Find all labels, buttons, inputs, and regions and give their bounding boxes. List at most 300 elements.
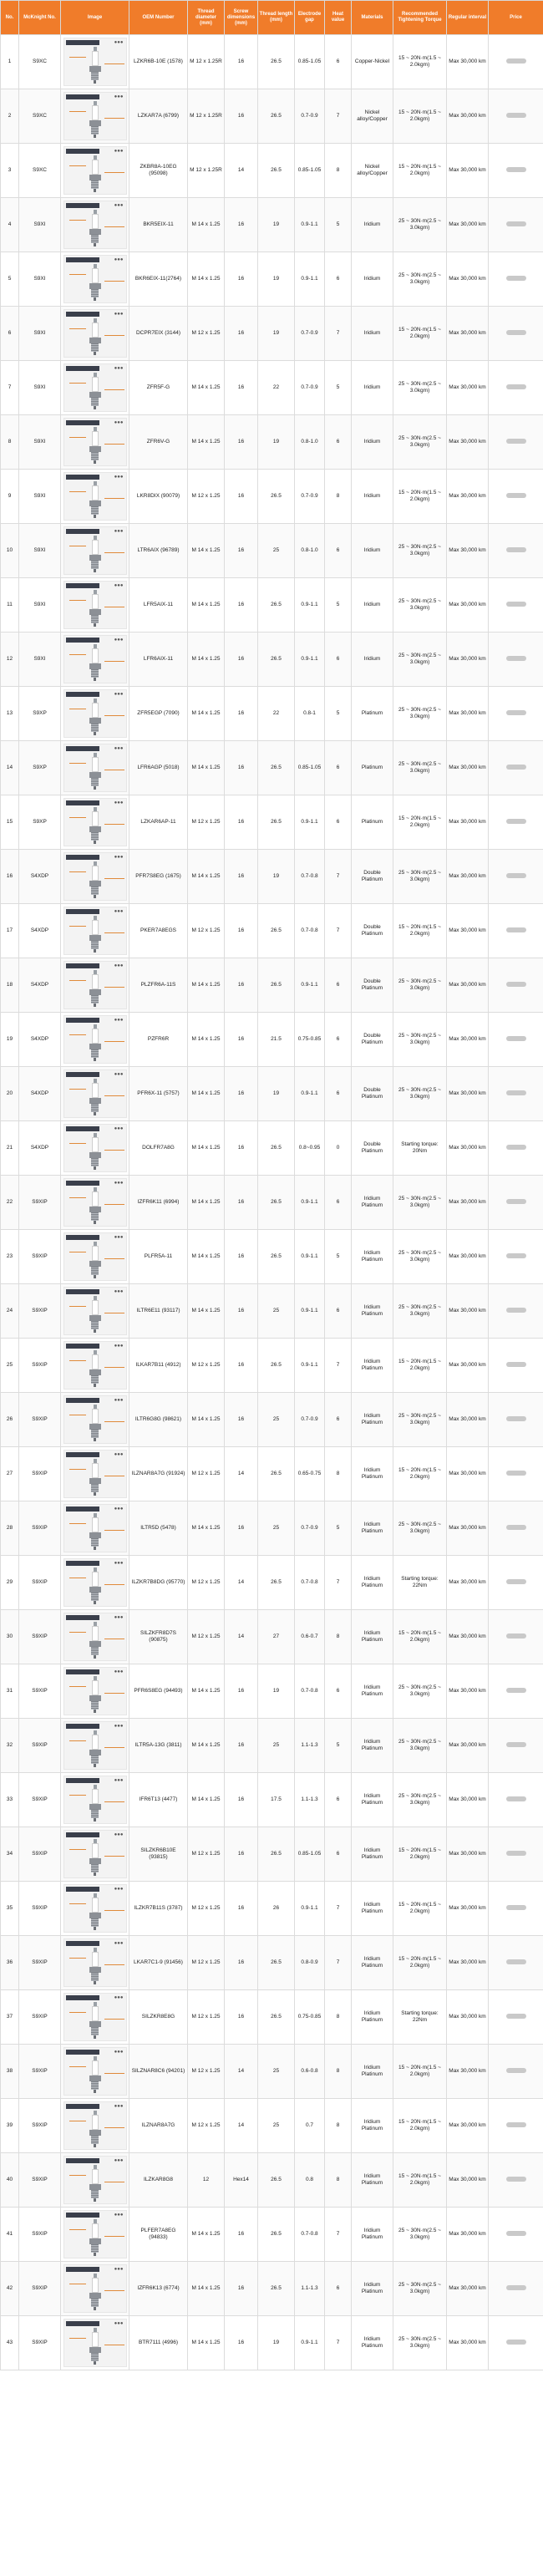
rating-dots-icon: ●●● [114, 94, 124, 99]
cell-image [61, 1773, 129, 1827]
cell-no: 14 [1, 741, 19, 795]
cell-interval: Max 30,000 km [447, 1447, 489, 1501]
cell-oem: DCPR7EIX (3144) [129, 307, 188, 361]
header-thread-length: Thread length (mm) [258, 1, 295, 35]
cell-price [489, 1013, 543, 1067]
cell-heat-value: 6 [325, 1013, 352, 1067]
dimension-line [69, 1089, 86, 1090]
cell-thread-diameter: M 12 x 1.25 [188, 1556, 225, 1610]
spark-plug-icon [89, 590, 101, 627]
cell-interval: Max 30,000 km [447, 904, 489, 958]
cell-torque: 25 ~ 30N·m(2.5 ~ 3.0kgm) [393, 524, 447, 578]
dimension-line [104, 987, 124, 988]
image-header-bar [66, 529, 99, 534]
cell-screw-dimensions: 16 [225, 1067, 258, 1121]
cell-oem: LFR5AIX-11 [129, 578, 188, 633]
cell-interval: Max 30,000 km [447, 1773, 489, 1827]
cell-price [489, 361, 543, 415]
cell-oem: LZKAR6AP-11 [129, 795, 188, 850]
cell-model: S9XIP [19, 2045, 61, 2099]
dimension-line [104, 389, 124, 390]
product-image [63, 201, 127, 249]
cell-torque: Starting torque: 20Nm [393, 1121, 447, 1176]
spark-plug-icon [89, 1296, 101, 1333]
cell-torque: 25 ~ 30N·m(2.5 ~ 3.0kgm) [393, 1719, 447, 1773]
cell-screw-dimensions: 16 [225, 795, 258, 850]
cell-oem: IZFR6K11 (6994) [129, 1176, 188, 1230]
table-row [1, 687, 543, 741]
spark-plug-icon [89, 1024, 101, 1061]
cell-torque: 25 ~ 30N·m(2.5 ~ 3.0kgm) [393, 1393, 447, 1447]
cell-model: S9XIP [19, 1936, 61, 1990]
cell-image [61, 850, 129, 904]
cell-screw-dimensions: 16 [225, 1121, 258, 1176]
table-row [1, 307, 543, 361]
cell-torque: 25 ~ 30N·m(2.5 ~ 3.0kgm) [393, 850, 447, 904]
cell-thread-length: 26.5 [258, 741, 295, 795]
cell-heat-value: 8 [325, 1990, 352, 2045]
cell-thread-diameter: M 14 x 1.25 [188, 850, 225, 904]
cell-image [61, 1176, 129, 1230]
cell-materials: Iridium Platinum [352, 1501, 393, 1556]
cell-torque: 25 ~ 30N·m(2.5 ~ 3.0kgm) [393, 2208, 447, 2262]
cell-screw-dimensions: 16 [225, 1773, 258, 1827]
image-header-bar [66, 638, 99, 643]
cell-model: S4XDP [19, 1013, 61, 1067]
cell-oem: LKR8DIX (90079) [129, 470, 188, 524]
cell-interval: Max 30,000 km [447, 1827, 489, 1882]
image-header-bar [66, 475, 99, 480]
cell-heat-value: 7 [325, 2316, 352, 2370]
dimension-line [69, 1469, 86, 1470]
cell-materials: Double Platinum [352, 904, 393, 958]
cell-model: S9XIP [19, 1393, 61, 1447]
cell-electrode-gap: 0.7 [295, 2099, 325, 2153]
cell-interval: Max 30,000 km [447, 144, 489, 198]
dimension-line [104, 1204, 124, 1205]
cell-interval: Max 30,000 km [447, 1556, 489, 1610]
cell-materials: Iridium [352, 198, 393, 252]
cell-torque: 25 ~ 30N·m(2.5 ~ 3.0kgm) [393, 2262, 447, 2316]
cell-materials: Iridium Platinum [352, 1936, 393, 1990]
cell-price [489, 252, 543, 307]
cell-no: 1 [1, 35, 19, 89]
cell-torque: 25 ~ 30N·m(2.5 ~ 3.0kgm) [393, 1013, 447, 1067]
cell-price [489, 524, 543, 578]
cell-interval: Max 30,000 km [447, 850, 489, 904]
dimension-line [104, 1856, 124, 1857]
spark-plug-icon [89, 1567, 101, 1604]
dimension-line [69, 1197, 86, 1198]
spark-plug-icon [89, 2111, 101, 2147]
product-image [63, 1232, 127, 1281]
image-header-bar [66, 420, 99, 425]
dimension-line [104, 1801, 124, 1802]
spark-plug-icon [89, 1187, 101, 1224]
image-header-bar [66, 2267, 99, 2272]
cell-oem: ZFR5F-G [129, 361, 188, 415]
rating-dots-icon: ●●● [114, 1615, 124, 1620]
cell-screw-dimensions: 14 [225, 2099, 258, 2153]
cell-model: S9XIP [19, 1719, 61, 1773]
dimension-line [104, 226, 124, 227]
cell-thread-length: 26.5 [258, 1339, 295, 1393]
spark-plug-icon [89, 1839, 101, 1876]
cell-oem: ILTR5A-13G (3811) [129, 1719, 188, 1773]
dimension-line [69, 274, 86, 275]
dimension-line [69, 111, 86, 112]
header-thread-diameter: Thread diameter (mm) [188, 1, 225, 35]
cell-model: S9XC [19, 35, 61, 89]
price-blurred [506, 710, 526, 715]
image-header-bar [66, 800, 99, 805]
product-image [63, 2319, 127, 2367]
image-header-bar [66, 1018, 99, 1023]
product-image [63, 1776, 127, 1824]
cell-no: 30 [1, 1610, 19, 1664]
cell-image [61, 2045, 129, 2099]
cell-model: S9XP [19, 795, 61, 850]
image-header-bar [66, 1235, 99, 1240]
product-image [63, 255, 127, 303]
cell-interval: Max 30,000 km [447, 1121, 489, 1176]
table-row [1, 1121, 543, 1176]
cell-price [489, 470, 543, 524]
dimension-line [104, 2236, 124, 2237]
header-screw-dimensions: Screw dimensions (mm) [225, 1, 258, 35]
dimension-line [104, 1530, 124, 1531]
cell-materials: Iridium Platinum [352, 1339, 393, 1393]
cell-electrode-gap: 0.9-1.1 [295, 958, 325, 1013]
product-image [63, 1938, 127, 1987]
cell-thread-diameter: M 14 x 1.25 [188, 958, 225, 1013]
spark-plug-icon [89, 1459, 101, 1496]
header-image: Image [61, 1, 129, 35]
cell-torque: Starting torque: 22Nm [393, 1990, 447, 2045]
cell-price [489, 1447, 543, 1501]
cell-thread-length: 19 [258, 1067, 295, 1121]
price-blurred [506, 1090, 526, 1095]
spark-plug-icon [89, 1730, 101, 1767]
product-image [63, 2047, 127, 2096]
table-row [1, 1393, 543, 1447]
table-row [1, 1284, 543, 1339]
cell-thread-length: 26.5 [258, 89, 295, 144]
cell-thread-length: 25 [258, 1284, 295, 1339]
cell-no: 17 [1, 904, 19, 958]
header-interval: Regular interval [447, 1, 489, 35]
cell-model: S9XIP [19, 1556, 61, 1610]
cell-thread-length: 26.5 [258, 1990, 295, 2045]
dimension-line [104, 715, 124, 716]
cell-oem: SILZKR8E8G [129, 1990, 188, 2045]
cell-image [61, 687, 129, 741]
cell-interval: Max 30,000 km [447, 958, 489, 1013]
cell-image [61, 1827, 129, 1882]
cell-thread-diameter: M 14 x 1.25 [188, 415, 225, 470]
cell-screw-dimensions: 14 [225, 1447, 258, 1501]
cell-interval: Max 30,000 km [447, 1284, 489, 1339]
dimension-line [104, 661, 124, 662]
dimension-line [104, 281, 124, 282]
price-blurred [506, 221, 526, 226]
cell-screw-dimensions: 16 [225, 1284, 258, 1339]
product-image [63, 1884, 127, 1933]
cell-oem: LFR6AGP (5018) [129, 741, 188, 795]
product-image [63, 472, 127, 521]
price-blurred [506, 2068, 526, 2073]
image-header-bar [66, 2213, 99, 2218]
cell-no: 20 [1, 1067, 19, 1121]
cell-thread-diameter: M 12 x 1.25 [188, 1339, 225, 1393]
rating-dots-icon: ●●● [114, 203, 124, 208]
price-blurred [506, 384, 526, 389]
dimension-line [69, 1143, 86, 1144]
table-row [1, 1447, 543, 1501]
cell-image [61, 2316, 129, 2370]
cell-thread-length: 19 [258, 307, 295, 361]
product-image [63, 1124, 127, 1172]
cell-oem: ILKAR7B11 (4912) [129, 1339, 188, 1393]
cell-electrode-gap: 0.8 [295, 2153, 325, 2208]
cell-materials: Double Platinum [352, 1121, 393, 1176]
rating-dots-icon: ●●● [114, 583, 124, 588]
cell-materials: Iridium Platinum [352, 2099, 393, 2153]
cell-model: S9XIP [19, 1284, 61, 1339]
cell-torque: 15 ~ 20N·m(1.5 ~ 2.0kgm) [393, 144, 447, 198]
rating-dots-icon: ●●● [114, 1181, 124, 1186]
cell-materials: Iridium Platinum [352, 1176, 393, 1230]
dimension-line [104, 1747, 124, 1748]
cell-thread-length: 19 [258, 2316, 295, 2370]
cell-thread-length: 26.5 [258, 795, 295, 850]
cell-electrode-gap: 0.85-1.05 [295, 35, 325, 89]
product-image [63, 907, 127, 955]
cell-materials: Iridium [352, 633, 393, 687]
cell-interval: Max 30,000 km [447, 1882, 489, 1936]
rating-dots-icon: ●●● [114, 1398, 124, 1403]
rating-dots-icon: ●●● [114, 1778, 124, 1783]
cell-heat-value: 8 [325, 144, 352, 198]
cell-materials: Iridium Platinum [352, 2208, 393, 2262]
cell-oem: LTR6AIX (96789) [129, 524, 188, 578]
cell-electrode-gap: 0.8~0.95 [295, 1121, 325, 1176]
price-blurred [506, 167, 526, 172]
cell-thread-length: 26.5 [258, 1447, 295, 1501]
cell-image [61, 144, 129, 198]
cell-electrode-gap: 0.7-0.8 [295, 2208, 325, 2262]
product-image [63, 38, 127, 86]
image-header-bar [66, 1452, 99, 1457]
table-row [1, 633, 543, 687]
cell-no: 21 [1, 1121, 19, 1176]
cell-screw-dimensions: 16 [225, 1393, 258, 1447]
cell-price [489, 1990, 543, 2045]
price-blurred [506, 1308, 526, 1313]
cell-image [61, 1013, 129, 1067]
table-row [1, 904, 543, 958]
price-blurred [506, 1036, 526, 1041]
rating-dots-icon: ●●● [114, 1941, 124, 1946]
cell-materials: Iridium Platinum [352, 1610, 393, 1664]
cell-oem: LFR6AIX-11 [129, 633, 188, 687]
cell-torque: 25 ~ 30N·m(2.5 ~ 3.0kgm) [393, 1176, 447, 1230]
table-row [1, 252, 543, 307]
cell-torque: 15 ~ 20N·m(1.5 ~ 2.0kgm) [393, 470, 447, 524]
cell-thread-length: 25 [258, 1719, 295, 1773]
product-image [63, 1287, 127, 1335]
cell-electrode-gap: 0.9-1.1 [295, 795, 325, 850]
table-row [1, 2153, 543, 2208]
image-header-bar [66, 1506, 99, 1512]
product-image [63, 1070, 127, 1118]
spark-plug-icon [89, 2328, 101, 2365]
table-body [1, 35, 543, 2370]
cell-no: 13 [1, 687, 19, 741]
dimension-line [104, 1150, 124, 1151]
header-heat-value: Heat value [325, 1, 352, 35]
cell-materials: Platinum [352, 795, 393, 850]
image-header-bar [66, 366, 99, 371]
cell-heat-value: 6 [325, 795, 352, 850]
table-row [1, 850, 543, 904]
cell-interval: Max 30,000 km [447, 1664, 489, 1719]
cell-image [61, 1556, 129, 1610]
cell-model: S9XC [19, 89, 61, 144]
cell-materials: Platinum [352, 687, 393, 741]
cell-heat-value: 5 [325, 1719, 352, 1773]
table-row [1, 1176, 543, 1230]
cell-heat-value: 8 [325, 2153, 352, 2208]
header-electrode-gap: Electrode gap [295, 1, 325, 35]
cell-screw-dimensions: 16 [225, 1719, 258, 1773]
cell-model: S9XC [19, 144, 61, 198]
cell-torque: 25 ~ 30N·m(2.5 ~ 3.0kgm) [393, 1067, 447, 1121]
product-image [63, 146, 127, 195]
dimension-line [104, 444, 124, 445]
cell-screw-dimensions: 16 [225, 1176, 258, 1230]
cell-electrode-gap: 0.8-1.0 [295, 524, 325, 578]
dimension-line [104, 172, 124, 173]
dimension-line [104, 1421, 124, 1422]
cell-heat-value: 5 [325, 1501, 352, 1556]
cell-heat-value: 8 [325, 1447, 352, 1501]
cell-image [61, 904, 129, 958]
dimension-line [69, 2175, 86, 2176]
cell-thread-diameter: M 12 x 1.25 [188, 1936, 225, 1990]
cell-interval: Max 30,000 km [447, 1990, 489, 2045]
image-header-bar [66, 909, 99, 914]
cell-image [61, 1067, 129, 1121]
cell-oem: ILTR6G8G (98621) [129, 1393, 188, 1447]
cell-no: 32 [1, 1719, 19, 1773]
cell-heat-value: 6 [325, 633, 352, 687]
cell-price [489, 89, 543, 144]
cell-screw-dimensions: 16 [225, 2262, 258, 2316]
price-blurred [506, 1579, 526, 1584]
spark-plug-icon [89, 644, 101, 681]
cell-no: 19 [1, 1013, 19, 1067]
table-row [1, 198, 543, 252]
dimension-line [104, 1584, 124, 1585]
cell-no: 4 [1, 198, 19, 252]
cell-screw-dimensions: 16 [225, 470, 258, 524]
cell-no: 25 [1, 1339, 19, 1393]
cell-electrode-gap: 0.9-1.1 [295, 1176, 325, 1230]
price-blurred [506, 547, 526, 552]
cell-no: 15 [1, 795, 19, 850]
cell-materials: Iridium Platinum [352, 1719, 393, 1773]
cell-image [61, 89, 129, 144]
cell-thread-diameter: M 12 x 1.25 [188, 1447, 225, 1501]
cell-thread-length: 26.5 [258, 1936, 295, 1990]
spark-plug-icon [89, 1133, 101, 1170]
rating-dots-icon: ●●● [114, 1235, 124, 1240]
cell-interval: Max 30,000 km [447, 415, 489, 470]
cell-thread-length: 19 [258, 850, 295, 904]
cell-heat-value: 5 [325, 687, 352, 741]
table-row [1, 795, 543, 850]
cell-electrode-gap: 1.1-1.3 [295, 2262, 325, 2316]
cell-electrode-gap: 0.9-1.1 [295, 1339, 325, 1393]
cell-electrode-gap: 0.7-0.9 [295, 361, 325, 415]
cell-image [61, 2262, 129, 2316]
cell-model: S9XIP [19, 2153, 61, 2208]
cell-materials: Double Platinum [352, 1067, 393, 1121]
cell-screw-dimensions: 16 [225, 198, 258, 252]
cell-interval: Max 30,000 km [447, 2045, 489, 2099]
cell-materials: Iridium Platinum [352, 1230, 393, 1284]
cell-screw-dimensions: 16 [225, 1827, 258, 1882]
cell-oem: ILTR6E11 (93117) [129, 1284, 188, 1339]
cell-torque: 25 ~ 30N·m(2.5 ~ 3.0kgm) [393, 361, 447, 415]
cell-price [489, 2099, 543, 2153]
product-image [63, 744, 127, 792]
cell-price [489, 2045, 543, 2099]
cell-thread-length: 26.5 [258, 578, 295, 633]
dimension-line [69, 2338, 86, 2339]
cell-model: S9XIP [19, 1176, 61, 1230]
cell-oem: PLFR5A-11 [129, 1230, 188, 1284]
cell-heat-value: 6 [325, 1773, 352, 1827]
cell-thread-diameter: M 12 x 1.25R [188, 144, 225, 198]
cell-screw-dimensions: 14 [225, 2045, 258, 2099]
price-blurred [506, 2231, 526, 2236]
price-blurred [506, 1416, 526, 1421]
cell-model: S4XDP [19, 904, 61, 958]
price-blurred [506, 1253, 526, 1258]
cell-price [489, 1230, 543, 1284]
spark-plug-icon [89, 807, 101, 844]
cell-price [489, 1882, 543, 1936]
cell-oem: PLFER7A8EG (94833) [129, 2208, 188, 2262]
spark-plug-icon [89, 318, 101, 355]
table-row [1, 1936, 543, 1990]
table-row [1, 524, 543, 578]
spark-plug-icon [89, 2165, 101, 2202]
cell-price [489, 35, 543, 89]
image-header-bar [66, 149, 99, 154]
cell-thread-diameter: M 14 x 1.25 [188, 1230, 225, 1284]
cell-interval: Max 30,000 km [447, 1501, 489, 1556]
rating-dots-icon: ●●● [114, 638, 124, 643]
cell-screw-dimensions: 16 [225, 1990, 258, 2045]
cell-thread-length: 26.5 [258, 1827, 295, 1882]
cell-image [61, 1990, 129, 2045]
rating-dots-icon: ●●● [114, 2321, 124, 2326]
cell-heat-value: 6 [325, 958, 352, 1013]
cell-thread-length: 25 [258, 2099, 295, 2153]
